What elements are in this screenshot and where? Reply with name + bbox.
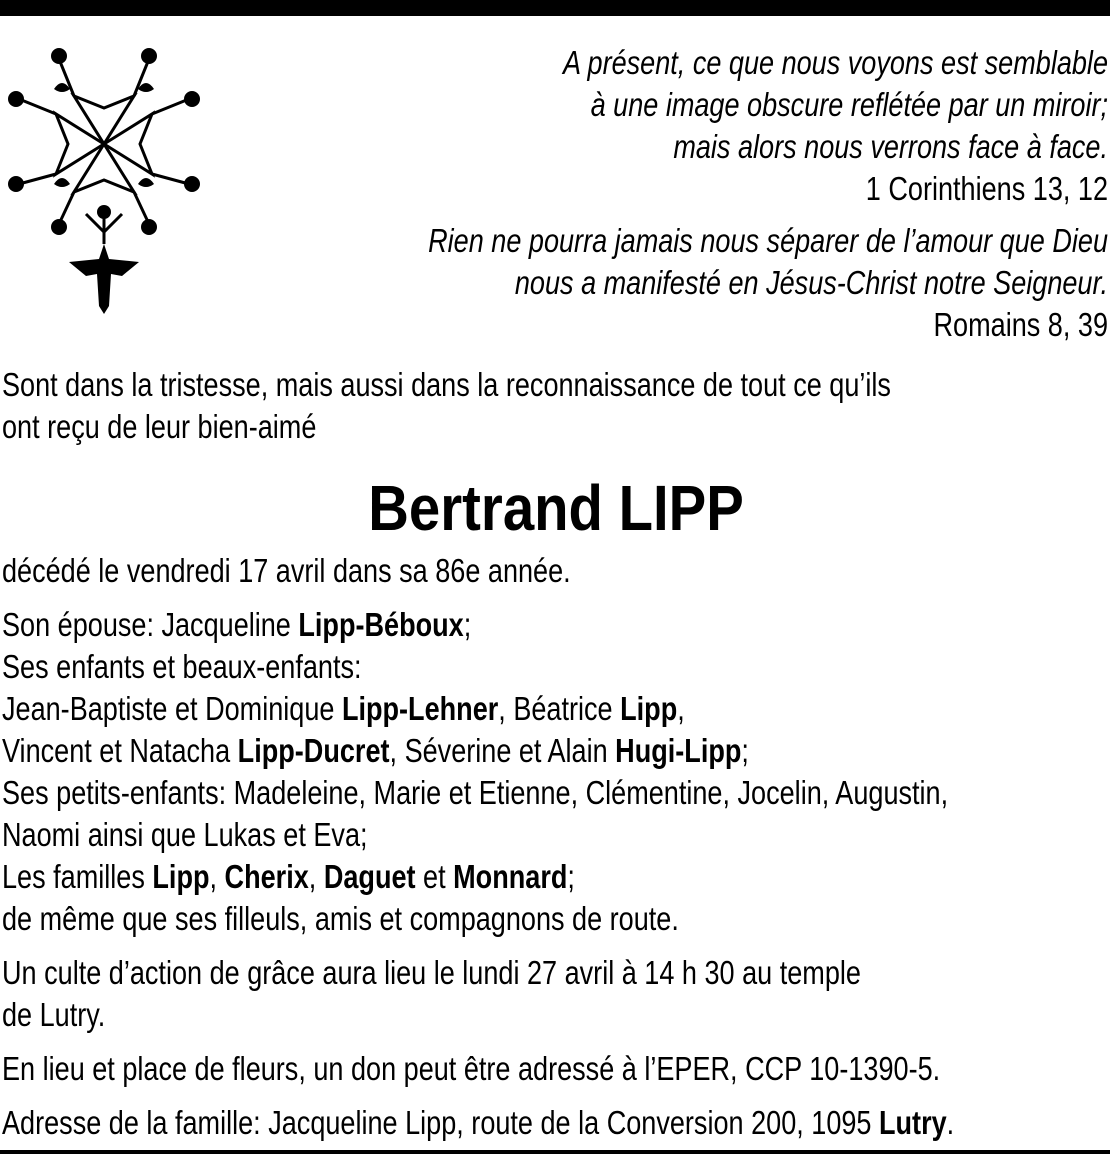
others-line: de même que ses filleuls, amis et compagnons de route. xyxy=(2,900,679,937)
top-rule xyxy=(0,0,1110,16)
intro-line: Sont dans la tristesse, mais aussi dans la reconnaissance de tout ce qu’ils xyxy=(2,366,891,403)
service-line: de Lutry. xyxy=(2,996,106,1033)
death-notice: décédé le vendredi 17 avril dans sa 86e année. xyxy=(2,552,571,589)
grandchildren-line: Ses petits-enfants: Madeleine, Marie et Etienne, Clémentine, Jocelin, Augustin, xyxy=(2,774,949,811)
quote-text: A présent, ce que nous voyons est semblable à une image obscure reflétée par un miroir; mais alors nous verrons face à face. xyxy=(562,44,1108,165)
bottom-rule xyxy=(0,1150,1110,1154)
children-line: Jean-Baptiste et Dominique Lipp-Lehner, Béatrice Lipp, xyxy=(2,690,685,727)
grandchildren-line: Naomi ainsi que Lukas et Eva; xyxy=(2,816,368,853)
spouse-line: Son épouse: Jacqueline Lipp-Béboux; xyxy=(2,606,472,643)
service-line: Un culte d’action de grâce aura lieu le lundi 27 avril à 14 h 30 au temple xyxy=(2,954,861,991)
children-label: Ses enfants et beaux-enfants: xyxy=(2,648,362,685)
huguenot-cross-icon xyxy=(4,44,204,319)
quote-reference: 1 Corinthiens 13, 12 xyxy=(865,170,1108,207)
deceased-name: Bertrand LIPP xyxy=(368,472,744,544)
families-line: Les familles Lipp, Cherix, Daguet et Monnard; xyxy=(2,858,575,895)
children-line: Vincent et Natacha Lipp-Ducret, Séverine et Alain Hugi-Lipp; xyxy=(2,732,749,769)
donation-line: En lieu et place de fleurs, un don peut être adressé à l’EPER, CCP 10-1390-5. xyxy=(2,1050,941,1087)
address-line: Adresse de la famille: Jacqueline Lipp, route de la Conversion 200, 1095 Lutry. xyxy=(2,1104,955,1141)
intro-line: ont reçu de leur bien-aimé xyxy=(2,408,317,445)
scripture-quotes xyxy=(403,42,1108,346)
obituary-body xyxy=(2,364,1110,1144)
quote-reference: Romains 8, 39 xyxy=(933,306,1108,343)
quote-text: Rien ne pourra jamais nous séparer de l’amour que Dieu nous a manifesté en Jésus-Christ notre Seigneur. xyxy=(428,222,1108,301)
